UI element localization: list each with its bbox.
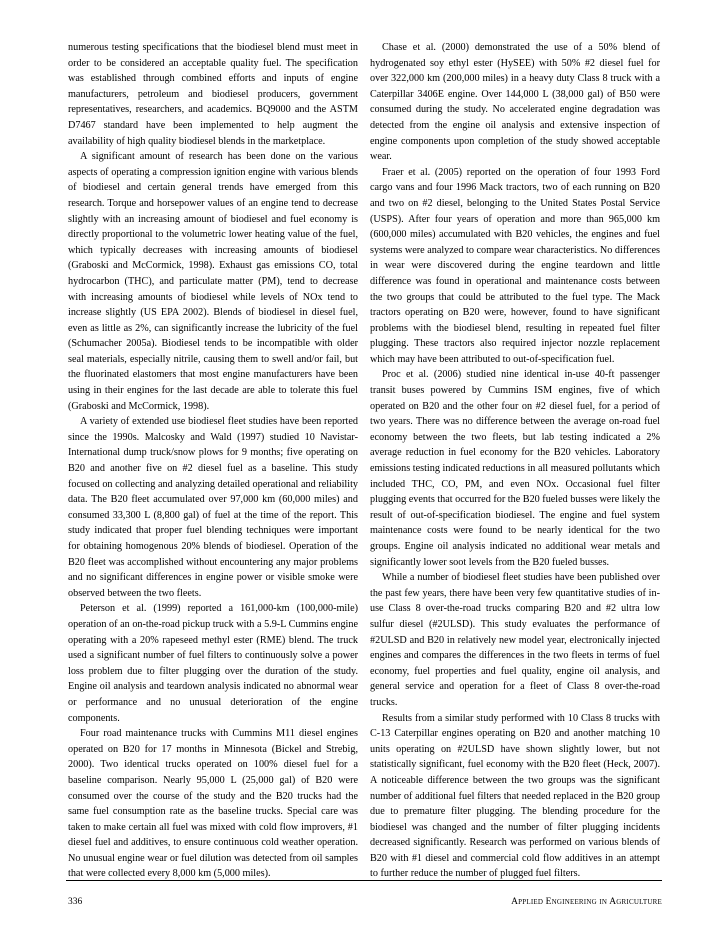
paragraph: Results from a similar study performed with 10 Class 8 trucks with C-13 Caterpillar engines operating on B20 and another matching 10 units operating on #2ULSD have shown slightly lower, but not statistically significant, fuel economy with the B20 fleet (Heck, 2007). A noticeable difference between the two groups was the significant number of additional fuel filters that needed replaced in the B20 group due to premature filter plugging. The blending procedure for the biodiesel was changed and the number of filter plugging incidents decreased significantly. Research was performed on various blends of B20 with #1 diesel and commercial cold flow additives in an attempt to further reduce the number of plugged fuel filters. bbox=[370, 712, 660, 880]
paragraph: numerous testing specifications that the biodiesel blend must meet in order to be considered an acceptable quality fuel. The specification was established through combined efforts and inputs of engine manufacturers, petroleum and biodiesel producers, government representatives, researchers, and academics. BQ9000 and the ASTM D7467 standard have been implemented to help augment the availability of high quality biodiesel blends in the marketplace. bbox=[68, 42, 358, 147]
left-column bbox=[68, 40, 358, 882]
paragraph: Peterson et al. (1999) reported a 161,000-km (100,000-mile) operation of an on-the-road pickup truck with a 5.9-L Cummins engine operating with a 20% rapeseed methyl ester (RME) blend. The truck used a significant number of fuel filters to continuously solve a power loss problem due to filter plugging over the duration of the study. Engine oil analysis and teardown analysis indicated no abnormal wear or performance and no unusual deterioration of the engine components. bbox=[68, 603, 358, 724]
paragraph: A significant amount of research has been done on the various aspects of operating a compression ignition engine with various blends of biodiesel and certain general trends have emerged from this research. Torque and horsepower values of an engine tend to decrease slightly with an increasing amount of biodiesel and fuel economy is directly proportional to the volumetric lower heating value of the fuel, which typically decreases with increasing amounts of biodiesel (Graboski and McCormick, 1998). Exhaust gas emissions CO, total hydrocarbon (THC), and particulate matter (PM), tend to decrease with increasing amounts of biodiesel while levels of NOx tend to increase slightly (US EPA 2002). Blends of biodiesel in diesel fuel, even as little as 2%, can significantly increase the lubricity of the fuel (Schumacher 2005a). Biodiesel tends to be incompatible with older seal materials, especially nitrile, causing them to swell and/or fail, but the fluorinated elastomers that most engine manufacturers have been using in their engines for the last decade are able to tolerate this fuel (Graboski and McCormick, 1998). bbox=[68, 151, 358, 412]
footer-rule bbox=[66, 880, 662, 881]
paragraph: A variety of extended use biodiesel fleet studies have been reported since the 1990s. Malcosky and Wald (1997) studied 10 Navistar-International dump truck/snow plows for 9 months; five operating on B20 and another five on #2 diesel fuel as a baseline. This study focused on collecting and analyzing detailed operational and reliability data. The B20 fleet accumulated over 97,000 km (60,000 miles) and consumed 33,300 L (8,800 gal) of fuel at the time of the report. This study indicated that proper fuel blending techniques were important for obtaining homogenous 20% blends of biodiesel. Operation of the B20 fleet was accomplished without encountering any major problems and no significant differences in engine power or visible smoke were observed between the two fleets. bbox=[68, 416, 358, 599]
paragraph: Chase et al. (2000) demonstrated the use of a 50% blend of hydrogenated soy ethyl ester (HySEE) with 50% #2 diesel fuel for over 322,000 km (200,000 miles) in a heavy duty Class 8 truck with a Caterpillar 3406E engine. Over 144,000 L (38,000 gal) of B50 were consumed during the study. No accelerated engine degradation was detected from the engine oil analysis and extensive inspection of engine components upon completion of the study showed acceptable wear. bbox=[370, 42, 660, 163]
paragraph: Proc et al. (2006) studied nine identical in-use 40-ft passenger transit buses powered by Cummins ISM engines, five of which operated on B20 and the other four on #2 diesel fuel, for a period of two years. There was no difference between the average on-road fuel economy between the two fleets, but lab testing indicated a 2% average reduction in fuel economy for the B20 vehicles. Laboratory emissions testing indicated reductions in all measured pollutants which included THC, CO, PM, and even NOx. Occasional fuel filter plugging events that occurred for the B20 fueled busses were likely the result of out-of-specification biodiesel. The engine and fuel system maintenance costs were found to be nearly identical for the two groups. Engine oil analysis indicated no additional wear metals and significantly lower soot levels from the B20 fueled busses. bbox=[370, 369, 660, 568]
paragraph: Fraer et al. (2005) reported on the operation of four 1993 Ford cargo vans and four 1996 Mack tractors, two of each running on B20 and two on #2 diesel, belonging to the United States Postal Service (USPS). After four years of operation and more than 965,000 km (600,000 miles) accumulated with B20 vehicles, the engines and fuel systems were analyzed to compare wear characteristics. No differences in wear were discovered during the engine teardown and little difference was found in operational and maintenance costs between the two groups that could be attributed to the fuel type. The Mack tractors operating on B20 were, however, found to have significant problems with the biodiesel blend, resulting in repeated fuel filter plugging. These tractors also required injector nozzle replacement which may have been attributed to out-of-specification fuel. bbox=[370, 166, 660, 365]
page-number: 336 bbox=[68, 897, 83, 907]
paragraph: While a number of biodiesel fleet studies have been published over the past few years, there have been very few quantitative studies of in-use Class 8 over-the-road trucks comparing B20 and #2 ultra low sulfur diesel (#2ULSD). This study evaluates the performance of #2ULSD and B20 in relatively new model year, electronically injected engines and compares the differences in the two fleets in terms of fuel economy, fuel properties and fuel quality, engine oil analysis, and general service and operation for a fleet of Class 8 over-the-road trucks. bbox=[370, 572, 660, 708]
right-column bbox=[370, 40, 660, 882]
journal-name: Applied Engineering in Agriculture bbox=[511, 897, 662, 907]
paragraph: Four road maintenance trucks with Cummins M11 diesel engines operated on B20 for 17 months in Minnesota (Bickel and Strebig, 2000). Two identical trucks operated on 100% diesel fuel for a baseline comparison. Nearly 95,000 L (25,000 gal) of B20 were consumed over the course of the study and the B20 trucks had the same fuel consumption rate as the baseline trucks. Special care was taken to make certain all fuel was mixed with cold flow improvers, #1 diesel fuel and additives, to ensure continuous cold weather operation. No unusual engine wear or fuel dilution was detected from oil samples that were collected every 8,000 km (5,000 miles). bbox=[68, 728, 358, 880]
